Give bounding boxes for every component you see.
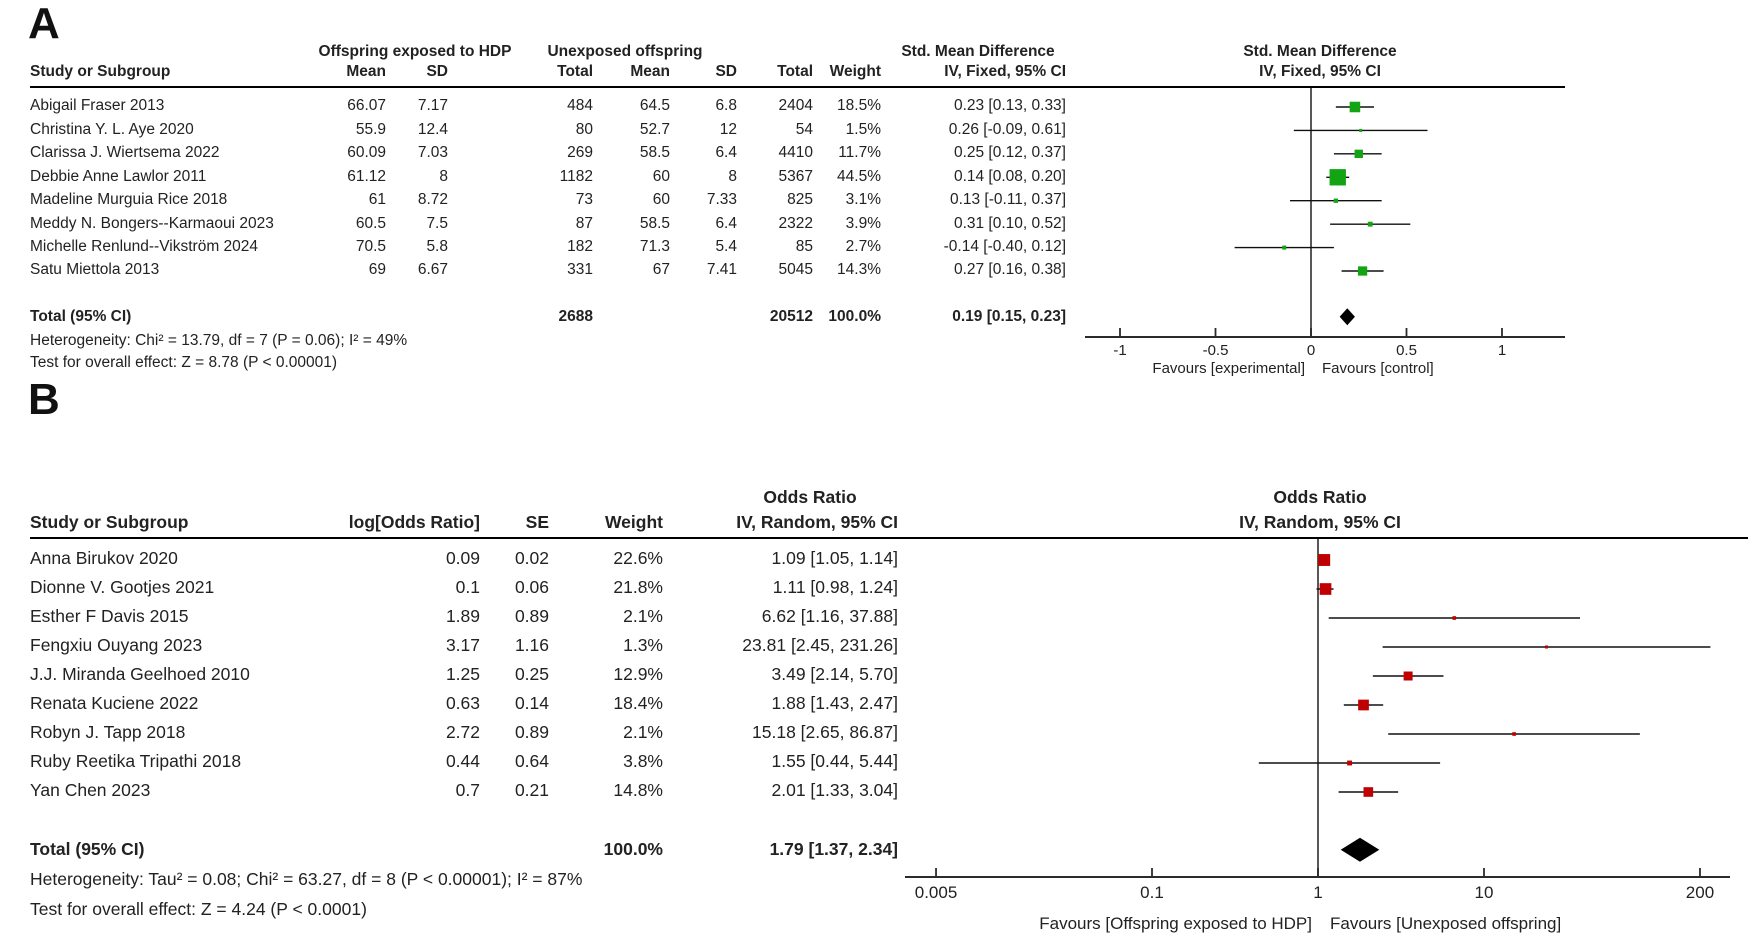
header-rule — [30, 537, 1748, 539]
total-cell: 100.0% — [828, 308, 881, 325]
data-cell: 269 — [567, 144, 593, 162]
data-cell: 8 — [728, 167, 737, 185]
data-cell: 2404 — [778, 97, 813, 115]
effect-square — [1358, 266, 1367, 275]
effect-square — [1404, 672, 1413, 681]
data-cell: 12.4 — [417, 120, 448, 138]
data-cell: 2.1% — [623, 606, 663, 627]
effect-square — [1452, 616, 1456, 620]
data-cell: 60 — [652, 191, 670, 209]
data-cell: 6.62 [1.16, 37.88] — [761, 606, 898, 627]
col-header: log[Odds Ratio] — [348, 512, 480, 532]
data-cell: 5045 — [778, 261, 813, 279]
pooled-diamond — [1340, 308, 1355, 325]
study-name: Debbie Anne Lawlor 2011 — [30, 167, 207, 185]
data-cell: 0.14 — [514, 693, 549, 714]
axis-tick-label: 10 — [1474, 883, 1494, 902]
study-name: Clarissa J. Wiertsema 2022 — [30, 144, 220, 162]
data-cell: 61 — [368, 191, 386, 209]
favours-left-label: Favours [experimental] — [1152, 360, 1305, 377]
data-cell: 6.4 — [715, 144, 737, 162]
data-cell: 58.5 — [639, 144, 670, 162]
data-cell: 55.9 — [355, 120, 386, 138]
data-cell: 5.8 — [426, 238, 448, 256]
group-header: Odds Ratio — [763, 487, 857, 507]
data-cell: 1.5% — [845, 120, 881, 138]
data-cell: 0.44 — [445, 751, 480, 772]
data-cell: 66.07 — [347, 97, 386, 115]
effect-square — [1359, 129, 1362, 132]
data-cell: 12.9% — [613, 664, 663, 685]
effect-square — [1358, 700, 1369, 711]
effect-square — [1330, 169, 1346, 185]
col-header-study: Study or Subgroup — [30, 512, 189, 532]
effect-square — [1347, 761, 1352, 766]
effect-square — [1282, 246, 1286, 250]
plot-effect-measure-header: Odds Ratio — [1273, 487, 1367, 507]
data-cell: 0.1 — [455, 577, 480, 598]
col-header-study: Study or Subgroup — [30, 63, 171, 80]
data-cell: 69 — [368, 261, 386, 279]
data-cell: 1.16 — [514, 635, 549, 656]
data-cell: 15.18 [2.65, 86.87] — [752, 722, 898, 743]
study-name: Anna Birukov 2020 — [30, 548, 178, 569]
data-cell: 331 — [567, 261, 593, 279]
axis-tick-label: 0 — [1306, 342, 1316, 359]
data-cell: 1.11 [0.98, 1.24] — [772, 577, 898, 598]
data-cell: 22.6% — [613, 548, 663, 569]
axis-tick-label: -0.5 — [1202, 342, 1229, 359]
col-header: Total — [777, 63, 813, 80]
data-cell: 3.8% — [623, 751, 663, 772]
data-cell: 0.25 [0.12, 0.37] — [953, 144, 1066, 162]
total-cell: 0.19 [0.15, 0.23] — [952, 308, 1066, 325]
data-cell: 70.5 — [355, 238, 386, 256]
favours-right-label: Favours [control] — [1322, 360, 1434, 377]
data-cell: 64.5 — [639, 97, 670, 115]
effect-square — [1350, 102, 1361, 113]
data-cell: 0.64 — [514, 751, 549, 772]
total-cell: 2688 — [558, 308, 593, 325]
data-cell: 0.09 — [445, 548, 480, 569]
col-header: Mean — [630, 63, 670, 80]
data-cell: 0.14 [0.08, 0.20] — [953, 167, 1066, 185]
col-header: Weight — [829, 63, 881, 80]
data-cell: 5367 — [778, 167, 813, 185]
effect-square — [1512, 732, 1516, 736]
data-cell: 6.8 — [715, 97, 737, 115]
total-cell: 20512 — [769, 308, 813, 325]
data-cell: 7.03 — [417, 144, 448, 162]
effect-square — [1318, 554, 1330, 566]
col-header: IV, Fixed, 95% CI — [944, 63, 1066, 80]
favours-right-label: Favours [Unexposed offspring] — [1330, 914, 1562, 933]
data-cell: 3.17 — [445, 635, 480, 656]
data-cell: 12 — [719, 120, 737, 138]
plot-method-header: IV, Random, 95% CI — [1239, 512, 1401, 532]
data-cell: 0.7 — [455, 780, 480, 801]
effect-square — [1545, 646, 1548, 649]
col-header: SD — [426, 63, 448, 80]
data-cell: 61.12 — [347, 167, 386, 185]
data-cell: 0.06 — [514, 577, 549, 598]
data-cell: 11.7% — [838, 144, 881, 162]
data-cell: 484 — [567, 97, 593, 115]
group-header: Std. Mean Difference — [901, 43, 1055, 60]
data-cell: 2.1% — [623, 722, 663, 743]
data-cell: 1.3% — [623, 635, 663, 656]
axis-tick-label: -1 — [1113, 342, 1127, 359]
data-cell: 0.25 — [514, 664, 549, 685]
data-cell: 0.31 [0.10, 0.52] — [953, 214, 1066, 232]
data-cell: 1.25 — [445, 664, 480, 685]
total-label: Total (95% CI) — [30, 839, 145, 859]
axis-tick-label: 0.1 — [1140, 883, 1164, 902]
data-cell: 7.33 — [706, 191, 737, 209]
study-name: Abigail Fraser 2013 — [30, 97, 165, 115]
data-cell: 44.5% — [837, 167, 881, 185]
group-header: Offspring exposed to HDP — [318, 43, 512, 60]
col-header: Mean — [346, 63, 386, 80]
data-cell: 0.27 [0.16, 0.38] — [953, 261, 1066, 279]
data-cell: 2.7% — [845, 238, 881, 256]
data-cell: 18.4% — [613, 693, 663, 714]
data-cell: 14.3% — [837, 261, 881, 279]
effect-square — [1355, 150, 1363, 158]
group-header: Unexposed offspring — [547, 43, 703, 60]
data-cell: 54 — [795, 120, 813, 138]
data-cell: 60 — [652, 167, 670, 185]
overall-effect-text: Test for overall effect: Z = 4.24 (P < 0.0001) — [30, 899, 367, 919]
data-cell: 6.67 — [417, 261, 448, 279]
axis-tick-label: 1 — [1497, 342, 1507, 359]
data-cell: 1.55 [0.44, 5.44] — [771, 751, 898, 772]
data-cell: 21.8% — [613, 577, 663, 598]
data-cell: 0.89 — [514, 722, 549, 743]
data-cell: 87 — [575, 214, 593, 232]
col-header: IV, Random, 95% CI — [736, 512, 898, 532]
data-cell: 60.09 — [347, 144, 386, 162]
data-cell: 1.89 — [445, 606, 480, 627]
data-cell: 1.88 [1.43, 2.47] — [771, 693, 898, 714]
effect-square — [1368, 222, 1373, 227]
study-name: Satu Miettola 2013 — [30, 261, 160, 279]
study-name: Yan Chen 2023 — [30, 780, 151, 801]
effect-square — [1334, 199, 1338, 203]
study-name: Dionne V. Gootjes 2021 — [30, 577, 215, 598]
pooled-diamond — [1341, 838, 1380, 862]
axis-tick-label: 1 — [1313, 883, 1323, 902]
data-cell: 60.5 — [355, 214, 386, 232]
data-cell: 0.02 — [514, 548, 549, 569]
study-name: J.J. Miranda Geelhoed 2010 — [30, 664, 250, 685]
data-cell: 6.4 — [715, 214, 737, 232]
data-cell: -0.14 [-0.40, 0.12] — [943, 238, 1066, 256]
study-name: Robyn J. Tapp 2018 — [30, 722, 186, 743]
heterogeneity-text: Heterogeneity: Chi² = 13.79, df = 7 (P = 0.06); I² = 49% — [30, 332, 408, 349]
data-cell: 7.5 — [426, 214, 448, 232]
total-label: Total (95% CI) — [30, 308, 132, 325]
favours-left-label: Favours [Offspring exposed to HDP] — [1039, 914, 1312, 933]
axis-tick-label: 200 — [1685, 883, 1715, 902]
data-cell: 2.72 — [445, 722, 480, 743]
data-cell: 1182 — [559, 167, 593, 185]
data-cell: 8.72 — [417, 191, 448, 209]
col-header: SD — [715, 63, 737, 80]
data-cell: 67 — [652, 261, 670, 279]
data-cell: 23.81 [2.45, 231.26] — [742, 635, 898, 656]
data-cell: 3.9% — [845, 214, 881, 232]
overall-effect-text: Test for overall effect: Z = 8.78 (P < 0.00001) — [30, 354, 338, 371]
panel-a-label: A — [28, 0, 60, 48]
data-cell: 3.1% — [845, 191, 881, 209]
study-name: Michelle Renlund--Vikström 2024 — [30, 238, 259, 256]
data-cell: 7.17 — [417, 97, 448, 115]
data-cell: 2322 — [778, 214, 813, 232]
header-rule — [30, 86, 1565, 88]
data-cell: 1.09 [1.05, 1.14] — [771, 548, 898, 569]
data-cell: 182 — [567, 238, 593, 256]
heterogeneity-text: Heterogeneity: Tau² = 0.08; Chi² = 63.27, df = 8 (P < 0.00001); I² = 87% — [30, 869, 583, 889]
data-cell: 7.41 — [706, 261, 737, 279]
data-cell: 2.01 [1.33, 3.04] — [771, 780, 898, 801]
data-cell: 0.21 — [514, 780, 549, 801]
data-cell: 0.23 [0.13, 0.33] — [953, 97, 1066, 115]
data-cell: 0.63 — [445, 693, 480, 714]
data-cell: 18.5% — [837, 97, 881, 115]
study-name: Madeline Murguia Rice 2018 — [30, 191, 228, 209]
data-cell: 3.49 [2.14, 5.70] — [771, 664, 898, 685]
data-cell: 14.8% — [613, 780, 663, 801]
axis-tick-label: 0.5 — [1396, 342, 1417, 359]
data-cell: 825 — [787, 191, 813, 209]
data-cell: 80 — [575, 120, 593, 138]
data-cell: 4410 — [778, 144, 813, 162]
study-name: Esther F Davis 2015 — [30, 606, 189, 627]
col-header: Total — [557, 63, 593, 80]
col-header: SE — [525, 512, 549, 532]
study-name: Christina Y. L. Aye 2020 — [30, 120, 194, 138]
effect-square — [1320, 583, 1332, 595]
study-name: Renata Kuciene 2022 — [30, 693, 199, 714]
data-cell: 58.5 — [639, 214, 670, 232]
study-name: Ruby Reetika Tripathi 2018 — [30, 751, 242, 772]
study-name: Meddy N. Bongers--Karmaoui 2023 — [30, 214, 274, 232]
axis-tick-label: 0.005 — [914, 883, 958, 902]
plot-method-header: IV, Fixed, 95% CI — [1259, 63, 1381, 80]
plot-effect-measure-header: Std. Mean Difference — [1243, 43, 1397, 60]
data-cell: 8 — [439, 167, 448, 185]
data-cell: 85 — [795, 238, 813, 256]
total-cell: 100.0% — [603, 839, 663, 859]
effect-square — [1364, 787, 1374, 797]
total-cell: 1.79 [1.37, 2.34] — [769, 839, 898, 859]
data-cell: 73 — [575, 191, 593, 209]
data-cell: 5.4 — [715, 238, 737, 256]
study-name: Fengxiu Ouyang 2023 — [30, 635, 203, 656]
data-cell: 52.7 — [639, 120, 670, 138]
data-cell: 0.89 — [514, 606, 549, 627]
panel-b-label: B — [28, 375, 60, 424]
data-cell: 71.3 — [639, 238, 670, 256]
data-cell: 0.26 [-0.09, 0.61] — [948, 120, 1066, 138]
col-header: Weight — [604, 512, 663, 532]
data-cell: 0.13 [-0.11, 0.37] — [949, 191, 1066, 209]
